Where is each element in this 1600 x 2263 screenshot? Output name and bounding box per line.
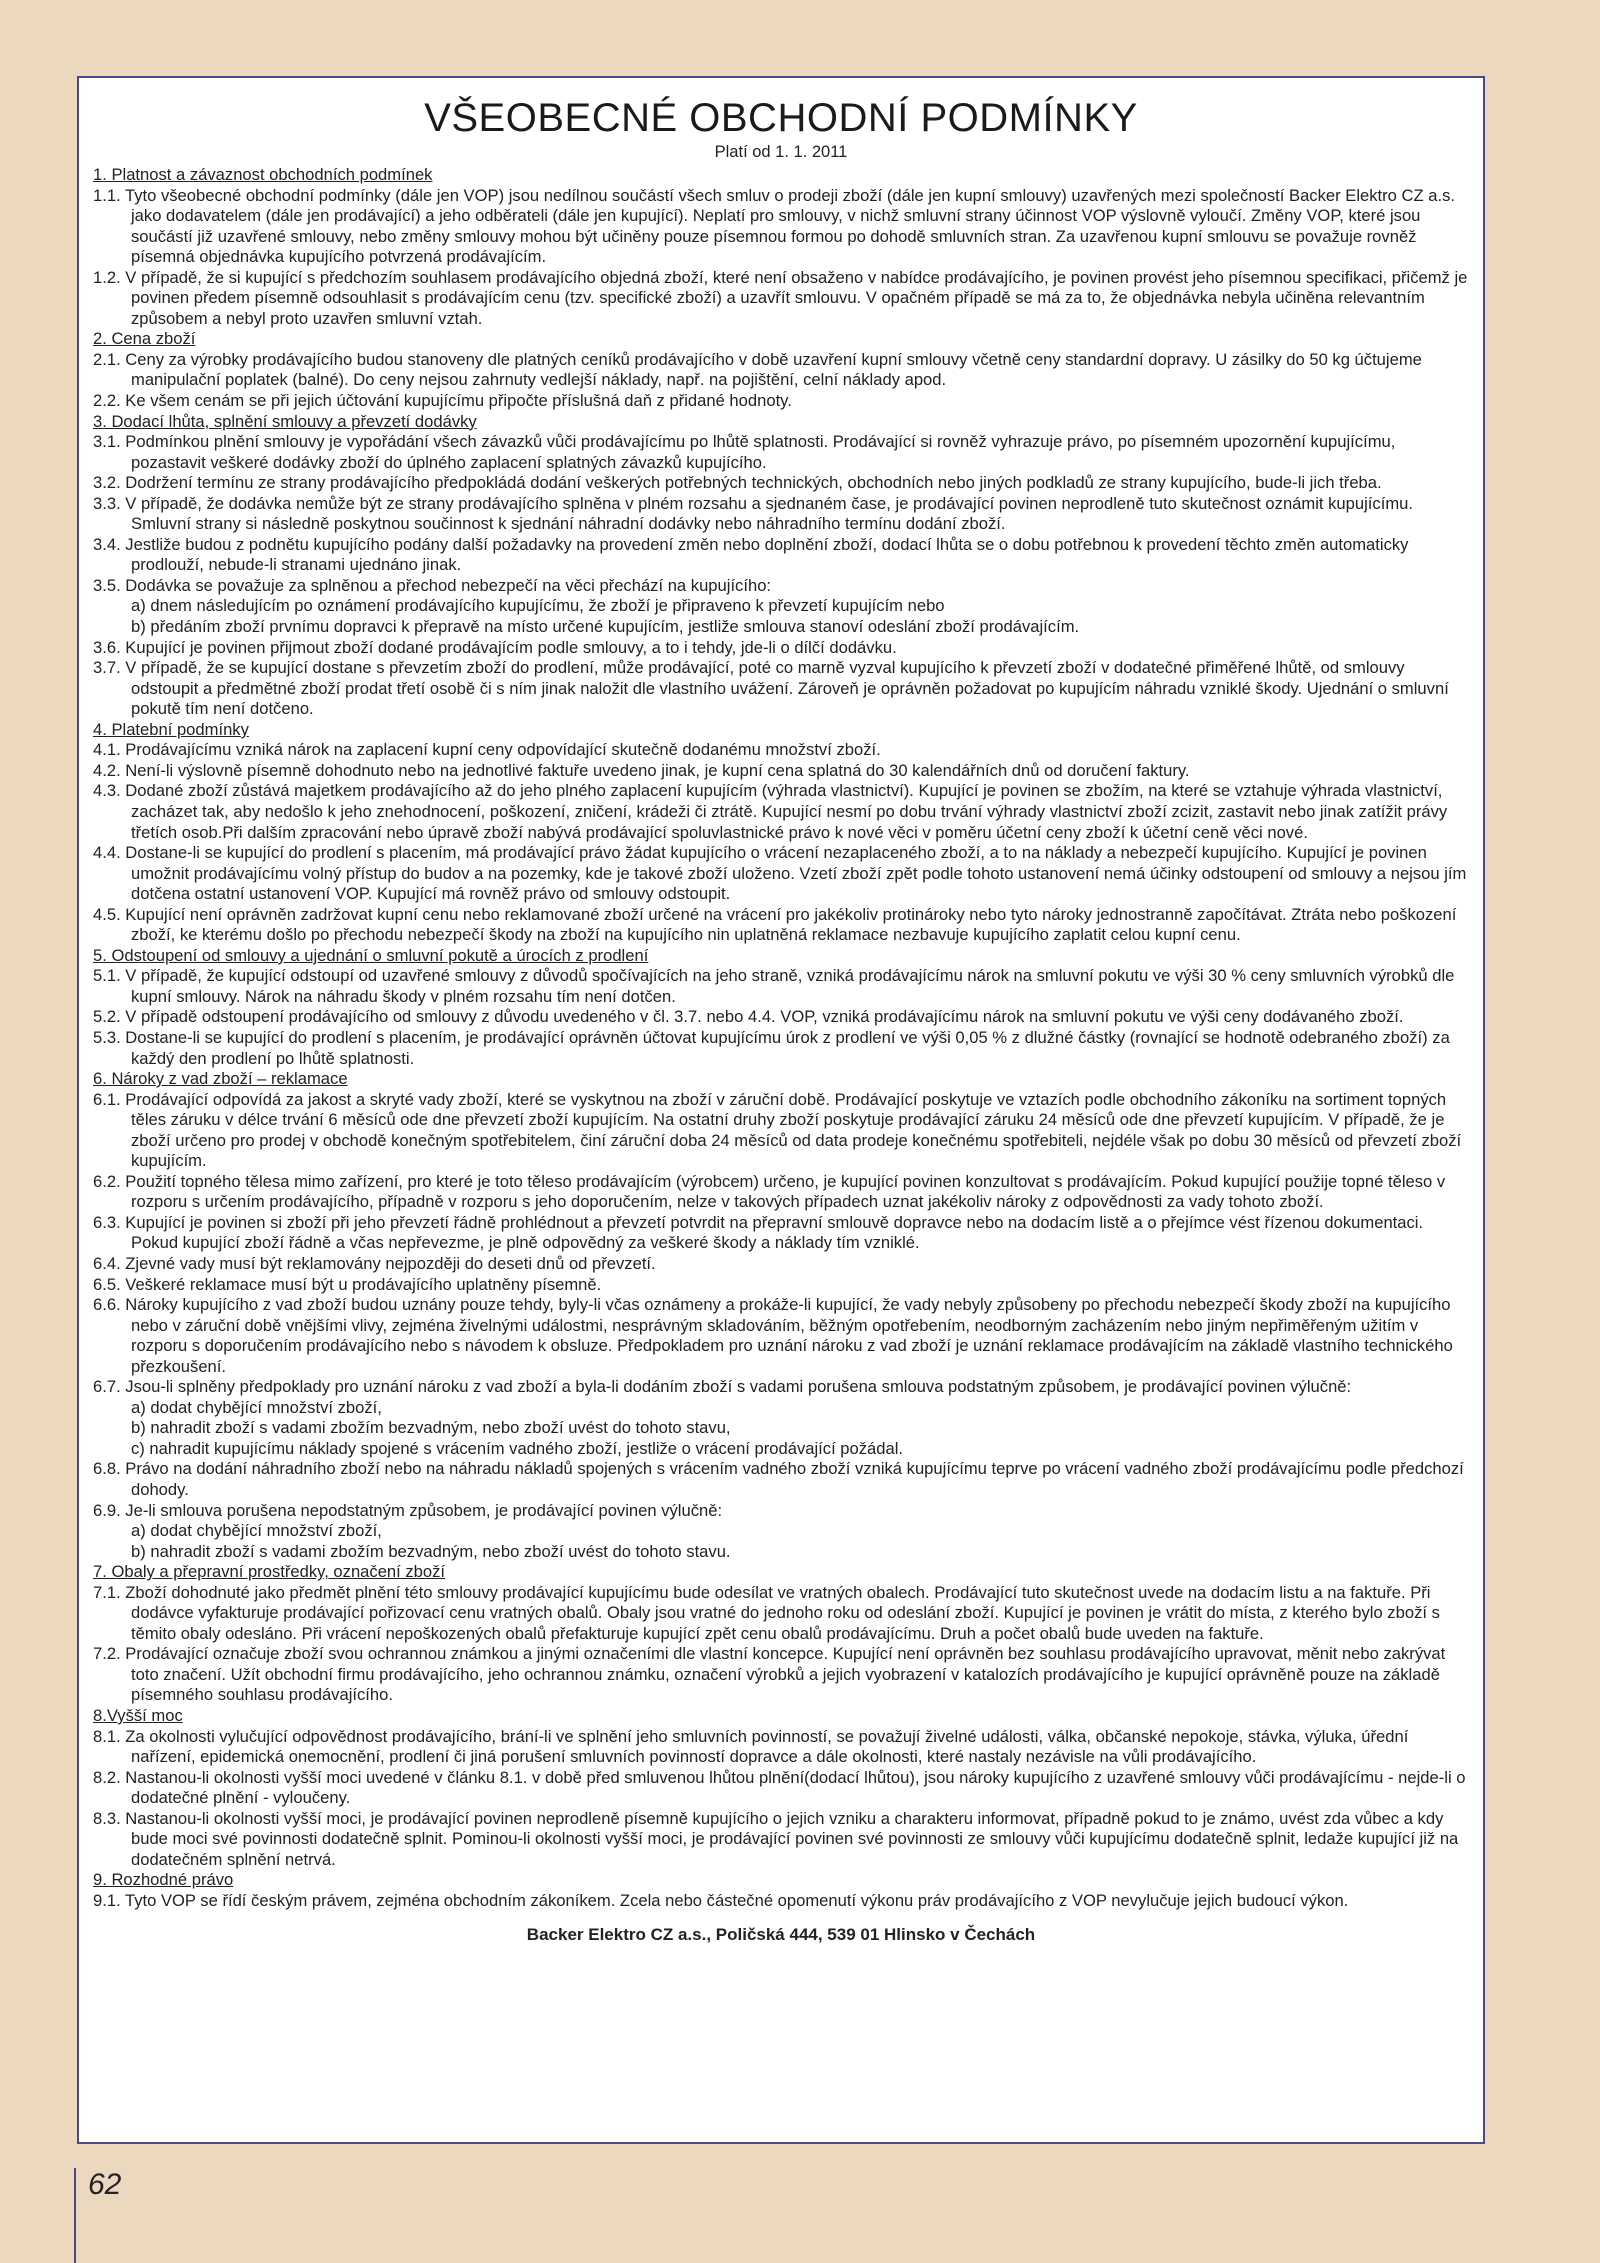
sub-clause: b) nahradit zboží s vadami zbožím bezvadným, nebo zboží uvést do tohoto stavu. [131, 1541, 731, 1561]
clause: 6.5. Veškeré reklamace musí být u prodávajícího uplatněny písemně. [93, 1274, 602, 1294]
sub-clause: c) nahradit kupujícímu náklady spojené s vrácením vadného zboží, jestliže o vrácení prodávající požádal. [131, 1438, 904, 1458]
sub-clause: a) dodat chybějící množství zboží, [131, 1397, 382, 1417]
clause: 2.1. Ceny za výrobky prodávajícího budou stanoveny dle platných ceníků prodávajícího v době uzavření kupní smlouvy včetně ceny standardní dopravy. U zásilky do 50 kg účtujeme manipulační poplatek (balné). Do ceny nejsou zahrnuty vedlejší náklady, např. na pojištění, celní náklady apod. [93, 349, 1422, 390]
clause: 8.3. Nastanou-li okolnosti vyšší moci, je prodávající povinen neprodleně písemně kupujícího o jejich vzniku a charakteru informovat, případně pokud to je známo, uvést zda vůbec a kdy bude moci své povinnosti dodatečně splnit. Pominou-li okolnosti vyšší moci, je prodávající povinen své povinnosti ze smlouvy vůči kupujícímu dodatečně splnit, ledaže kupující již na dodatečném splnění netrvá. [93, 1808, 1459, 1869]
clause: 9.1. Tyto VOP se řídí českým právem, zejména obchodním zákoníkem. Zcela nebo částečné opomenutí výkonu práv prodávajícího z VOP nevylučuje jejich budoucí výkon. [93, 1890, 1349, 1910]
clause: 7.2. Prodávající označuje zboží svou ochrannou známkou a jinými označeními dle vlastní koncepce. Kupující není oprávněn bez souhlasu prodávajícího upravovat, měnit nebo zakrývat toto značení. Užít obchodní firmu prodávajícího, jeho ochrannou známku, označení výrobků a jejich vyobrazení v katalozích prodávajícího je kupující oprávněně pouze na základě písemného souhlasu prodávajícího. [93, 1644, 1446, 1705]
document-frame [77, 76, 1485, 2144]
section-heading: 1. Platnost a závaznost obchodních podmínek [93, 165, 433, 184]
clause: 3.3. V případě, že dodávka nemůže být ze strany prodávajícího splněna v plném rozsahu a sjednaném čase, je prodávající povinen neprodleně tuto skutečnost oznámit kupujícímu. Smluvní strany si následně poskytnou součinnost k sjednání náhradní dodávky nebo náhradního termínu dodání zboží. [93, 493, 1413, 534]
clause: 6.4. Zjevné vady musí být reklamovány nejpozději do deseti dnů od převzetí. [93, 1253, 656, 1273]
clause: 6.6. Nároky kupujícího z vad zboží budou uznány pouze tehdy, byly-li včas oznámeny a prokáže-li kupující, že vady nebyly způsobeny po přechodu nebezpečí škody zboží na kupujícího nebo v záruční době vnějšími vlivy, zejména živelnými událostmi, nesprávným skladováním, běžným opotřebením, neodborným zacházením nebo jiným nepřiměřeným užitím v rozporu s doporučením prodávajícího nebo s návodem k obsluze. Předpokladem pro uznání nároku z vad zboží je uznání reklamace prodávajícím na základě vlastního technického přezkoušení. [93, 1295, 1453, 1376]
clause: 4.4. Dostane-li se kupující do prodlení s placením, má prodávající právo žádat kupujícího o vrácení nezaplaceného zboží, a to na náklady a nebezpečí kupujícího. Kupující je povinen umožnit prodávajícímu volný přístup do budov a na pozemky, kde je takové zboží uloženo. Vzetí zboží zpět podle tohoto ustanovení nemá účinky odstoupení od smlouvy a nejsou jím dotčena ostatní ustanovení VOP. Kupující má rovněž právo od smlouvy odstoupit. [93, 843, 1467, 904]
section-heading: 2. Cena zboží [93, 329, 196, 349]
clause: 7.1. Zboží dohodnuté jako předmět plnění této smlouvy prodávající kupujícímu bude odesílat ve vratných obalech. Prodávající tuto skutečnost uvede na dodacím listu a na faktuře. Při dodávce vyfakturuje prodávající pořizovací cenu vratných obalů. Obaly jsou vratné do jednoho roku od odeslání zboží. Kupující je povinen je vrátit do místa, z kterého bylo zboží s těmito obaly odesláno. Při vrácení nepoškozených obalů přefakturuje kupující zpět cenu obalů prodávajícímu. Druh a počet obalů bude uveden na faktuře. [93, 1582, 1440, 1643]
clause: 5.2. V případě odstoupení prodávajícího od smlouvy z důvodu uvedeného v čl. 3.7. nebo 4.4. VOP, vzniká prodávajícímu nárok na smluvní pokutu ve výši ceny dodávaného zboží. [93, 1007, 1404, 1027]
section-heading: 7. Obaly a přepravní prostředky, označení zboží [93, 1562, 446, 1582]
sub-clause: b) předáním zboží prvnímu dopravci k přepravě na místo určené kupujícím, jestliže smlouva stanoví odeslání zboží prodávajícím. [131, 617, 1080, 637]
clause: 6.2. Použití topného tělesa mimo zařízení, pro které je toto těleso prodávajícím (výrobcem) určeno, je kupující povinen konzultovat s prodávajícím. Pokud kupující použije topné těleso v rozporu s určením prodávajícího, případně v rozporu s jeho doporučením, nelze v takových případech uznat jakékoliv nároky z odpovědnosti za vady tohoto zboží. [93, 1171, 1446, 1212]
sub-clause: a) dodat chybějící množství zboží, [131, 1521, 382, 1541]
clause: 4.3. Dodané zboží zůstává majetkem prodávajícího až do jeho plného zaplacení kupujícím (výhrada vlastnictví). Kupující je povinen se zbožím, na které se vztahuje výhrada vlastnictví, zacházet tak, aby nedošlo k jeho znehodnocení, poškození, zničení, krádeži či ztrátě. Kupující nesmí po dobu trvání výhrady vlastnictví zboží zcizit, zastavit nebo jinak zatížit právy třetích osob.Při dalším zpracování nebo úpravě zboží nabývá prodávající spoluvlastnické právo k nové věci v poměru účetní ceny zboží k účetní ceně věci nové. [93, 781, 1448, 842]
section-heading: 5. Odstoupení od smlouvy a ujednání o smluvní pokutě a úrocích z prodlení [93, 945, 649, 965]
document-title: VŠEOBECNÉ OBCHODNÍ PODMÍNKY [424, 96, 1138, 140]
clause: 6.1. Prodávající odpovídá za jakost a skryté vady zboží, které se vyskytnou na zboží v záruční době. Prodávající poskytuje ve vztazích podle obchodního zákoníku na sortiment topných těles záruku v délce trvání 6 měsíců ode dne převzetí zboží kupujícím. Na ostatní druhy zboží poskytuje prodávající záruku 24 měsíců ode dne převzetí kupujícím. V případě, že je zboží určeno pro prodej v obchodě konečným spotřebitelem, činí záruční doba 24 měsíců od data prodeje konečnému spotřebiteli, nejdéle však po dobu 30 měsíců od převzetí zboží kupujícím. [93, 1089, 1462, 1171]
valid-from: Platí od 1. 1. 2011 [714, 143, 848, 161]
clause: 4.5. Kupující není oprávněn zadržovat kupní cenu nebo reklamované zboží určené na vrácení pro jakékoliv protinároky nebo tyto nároky jednostranně započítávat. Ztráta nebo poškození zboží, ke kterému došlo po přechodu nebezpečí škody na zboží na kupujícího nin uplatněná reklamace nezbavuje kupujícího zaplatit celou kupní cenu. [93, 904, 1457, 945]
clause: 6.3. Kupující je povinen si zboží při jeho převzetí řádně prohlédnout a převzetí potvrdit na přepravní smlouvě dopravce nebo na dodacím listě a o přejímce vést řízenou dokumentaci. Pokud kupující zboží řádně a včas nepřevezme, je plně odpovědný za veškeré škody a náklady tím vzniklé. [93, 1212, 1424, 1253]
clause: 1.2. V případě, že si kupující s předchozím souhlasem prodávajícího objedná zboží, které není obsaženo v nabídce prodávajícího, je povinen provést jeho písemnou specifikaci, přičemž je povinen předem písemně odsouhlasit s prodávajícím cenu (tzv. specifické zboží) a uzavřít smlouvu. V opačném případě se má za to, že objednávka nebyla učiněna relevantním způsobem a nebyl proto uzavřen smluvní vztah. [93, 267, 1468, 328]
section-heading: 9. Rozhodné právo [93, 1870, 234, 1890]
clause: 5.3. Dostane-li se kupující do prodlení s placením, je prodávající oprávněn účtovat kupujícímu úrok z prodlení ve výši 0,05 % z dlužné částky (rovnající se hodnotě odebraného zboží) za každý den prodlení po lhůtě splatnosti. [93, 1027, 1450, 1068]
clause: 3.4. Jestliže budou z podnětu kupujícího podány další požadavky na provedení změn nebo doplnění zboží, dodací lhůta se o dobu potřebnou k provedení těchto změn automaticky prodlouží, nebude-li stranami ujednáno jinak. [93, 534, 1409, 575]
sub-clause: a) dnem následujícím po oznámení prodávajícího kupujícímu, že zboží je připraveno k převzetí kupujícím nebo [131, 596, 945, 616]
clause: 8.2. Nastanou-li okolnosti vyšší moci uvedené v článku 8.1. v době před smluvenou lhůtou plnění(dodací lhůtou), jsou nároky kupujícího z uzavřené smlouvy vůči prodávajícímu - nejde-li o dodatečné plnění - vyloučeny. [93, 1767, 1466, 1808]
clause: 1.1. Tyto všeobecné obchodní podmínky (dále jen VOP) jsou nedílnou součástí všech smluv o prodeji zboží (dále jen kupní smlouvy) uzavřených mezi společností Backer Elektro CZ a.s. jako dodavatelem (dále jen prodávající) a jeho odběrateli (dále jen kupující). Neplatí pro smlouvy, v nichž smluvní strany účinnost VOP výslovně vyloučí. Změny VOP, které jsou součástí již uzavřené smlouvy, nebo změny smlouvy mohou být učiněny pouze písemnou formou po dohodě smluvních stran. Za uzavřenou kupní smlouvu se považuje rovněž písemná objednávka kupujícího potvrzená prodávajícím. [93, 185, 1455, 267]
terms-content [93, 165, 1469, 1911]
page-number-rule [74, 2168, 76, 2263]
page-number: 62 [88, 2168, 122, 2201]
clause: 3.2. Dodržení termínu ze strany prodávajícího předpokládá dodání veškerých potřebných technických, obchodních nebo jiných podkladů ze strany kupujícího, bude-li jich třeba. [93, 473, 1382, 493]
clause: 5.1. V případě, že kupující odstoupí od uzavřené smlouvy z důvodů spočívajících na jeho straně, vzniká prodávajícímu nárok na smluvní pokutu ve výši 30 % ceny smluvních výrobků dle kupní smlouvy. Nárok na náhradu škody v plném rozsahu tím není dotčen. [93, 966, 1455, 1006]
clause: 3.1. Podmínkou plnění smlouvy je vypořádání všech závazků vůči prodávajícímu po lhůtě splatnosti. Prodávající si rovněž vyhrazuje právo, po písemném upozornění kupujícímu, pozastavit veškeré dodávky zboží do úplného zaplacení splatných závazků kupujícího. [93, 432, 1396, 472]
clause: 3.7. V případě, že se kupující dostane s převzetím zboží do prodlení, může prodávající, poté co marně vyzval kupujícího k převzetí zboží v dodatečné přiměřené lhůtě, od smlouvy odstoupit a předmětné zboží prodat třetí osobě či s ním jinak naložit dle vlastního uvážení. Zároveň je oprávněn požadovat po kupujícím náhradu vzniklé škody. Ujednání o smluvní pokutě tím není dotčeno. [93, 658, 1449, 719]
section-heading: 3. Dodací lhůta, splnění smlouvy a převzetí dodávky [93, 411, 477, 431]
clause: 6.9. Je-li smlouva porušena nepodstatným způsobem, je prodávající povinen výlučně: [93, 1500, 723, 1520]
section-heading: 4. Platební podmínky [93, 719, 249, 739]
clause: 6.8. Právo na dodání náhradního zboží nebo na náhradu nákladů spojených s vrácením vadného zboží vzniká kupujícímu teprve po vrácení vadného zboží prodávajícímu podle předchozí dohody. [93, 1459, 1464, 1499]
clause: 6.7. Jsou-li splněny předpoklady pro uznání nároku z vad zboží a byla-li dodáním zboží s vadami porušena smlouva podstatným způsobem, je prodávající povinen výlučně: [93, 1377, 1352, 1397]
section-heading: 6. Nároky z vad zboží – reklamace [93, 1069, 348, 1089]
company-footer: Backer Elektro CZ a.s., Poličská 444, 539 01 Hlinsko v Čechách [526, 1925, 1036, 1945]
sub-clause: b) nahradit zboží s vadami zbožím bezvadným, nebo zboží uvést do tohoto stavu, [131, 1418, 731, 1438]
clause: 4.2. Není-li výslovně písemně dohodnuto nebo na jednotlivé faktuře uvedeno jinak, je kupní cena splatná do 30 kalendářních dnů od doručení faktury. [93, 760, 1190, 780]
section-heading: 8.Vyšší moc [93, 1706, 183, 1726]
clause: 3.6. Kupující je povinen přijmout zboží dodané prodávajícím podle smlouvy, a to i tehdy, jde-li o dílčí dodávku. [93, 637, 897, 657]
clause: 3.5. Dodávka se považuje za splněnou a přechod nebezpečí na věci přechází na kupujícího: [93, 575, 772, 595]
clause: 4.1. Prodávajícímu vzniká nárok na zaplacení kupní ceny odpovídající skutečně dodanému množství zboží. [93, 740, 881, 760]
clause: 8.1. Za okolnosti vylučující odpovědnost prodávajícího, brání-li ve splnění jeho smluvních povinností, se považují živelné události, válka, občanské nepokoje, stávka, výluka, úřední nařízení, epidemická onemocnění, prodlení či jiná porušení smluvních povinností dopravce a dále okolnosti, které nastaly nezávisle na vůli prodávajícího. [93, 1726, 1409, 1767]
clause: 2.2. Ke všem cenám se při jejich účtování kupujícímu připočte příslušná daň z přidané hodnoty. [93, 391, 792, 411]
